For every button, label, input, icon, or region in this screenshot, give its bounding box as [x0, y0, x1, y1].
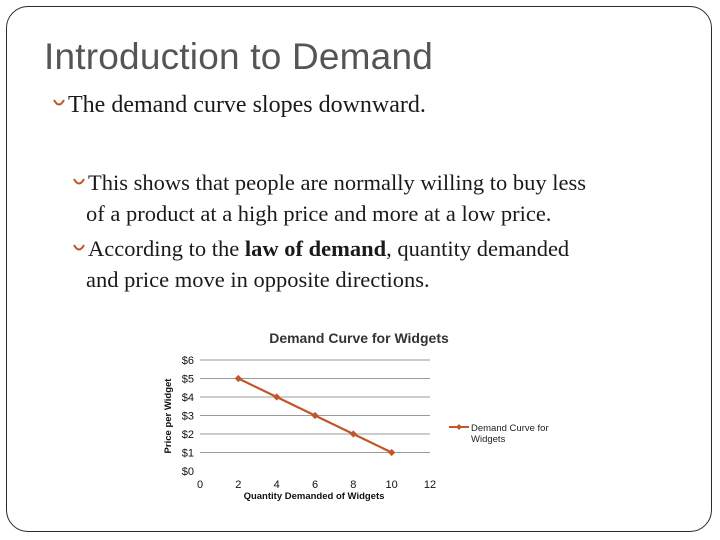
x-tick-label: 2: [235, 479, 242, 491]
y-axis-title: Price per Widget: [163, 378, 174, 454]
x-tick-label: 0: [196, 479, 204, 491]
x-tick-label: 12: [423, 479, 437, 491]
x-tick-label: 4: [273, 479, 280, 491]
bullet-1-text: The demand curve slopes downward.: [68, 92, 426, 118]
data-point: [311, 412, 318, 419]
y-tick-label: $3: [181, 410, 194, 423]
data-point: [350, 430, 357, 437]
bullet-3-text-post: , quantity demanded: [386, 236, 570, 261]
y-tick-label: $0: [181, 466, 194, 478]
data-point: [235, 375, 242, 382]
legend-swatch-marker: [456, 424, 462, 430]
y-tick-label: $4: [181, 392, 194, 404]
chart-title: Demand Curve for Widgets: [269, 330, 449, 346]
data-point: [388, 449, 395, 456]
x-tick-label: 10: [385, 479, 398, 491]
y-tick-label: $1: [181, 447, 194, 460]
x-tick-label: 8: [350, 479, 357, 491]
y-tick-label: $2: [181, 429, 194, 441]
bullet-2-line-2: of a product at a high price and more at a low price.: [86, 201, 552, 226]
bullet-3-text-pre: According to the: [88, 236, 245, 261]
bullet-3-emphasis: law of demand: [244, 236, 387, 261]
legend-label: Demand Curve for Widgets: [471, 423, 549, 445]
bullet-2-line-1: This shows that people are normally willing to buy less: [88, 170, 587, 195]
slide-title: Introduction to Demand: [44, 36, 434, 77]
data-point: [273, 393, 280, 400]
legend: [449, 423, 549, 445]
x-axis-title: Quantity Demanded of Widgets: [243, 491, 385, 502]
bullet-3-line-2: and price move in opposite directions.: [86, 267, 430, 292]
x-tick-label: 6: [311, 479, 319, 491]
y-tick-label: $5: [181, 373, 194, 386]
y-tick-label: $6: [181, 355, 194, 367]
